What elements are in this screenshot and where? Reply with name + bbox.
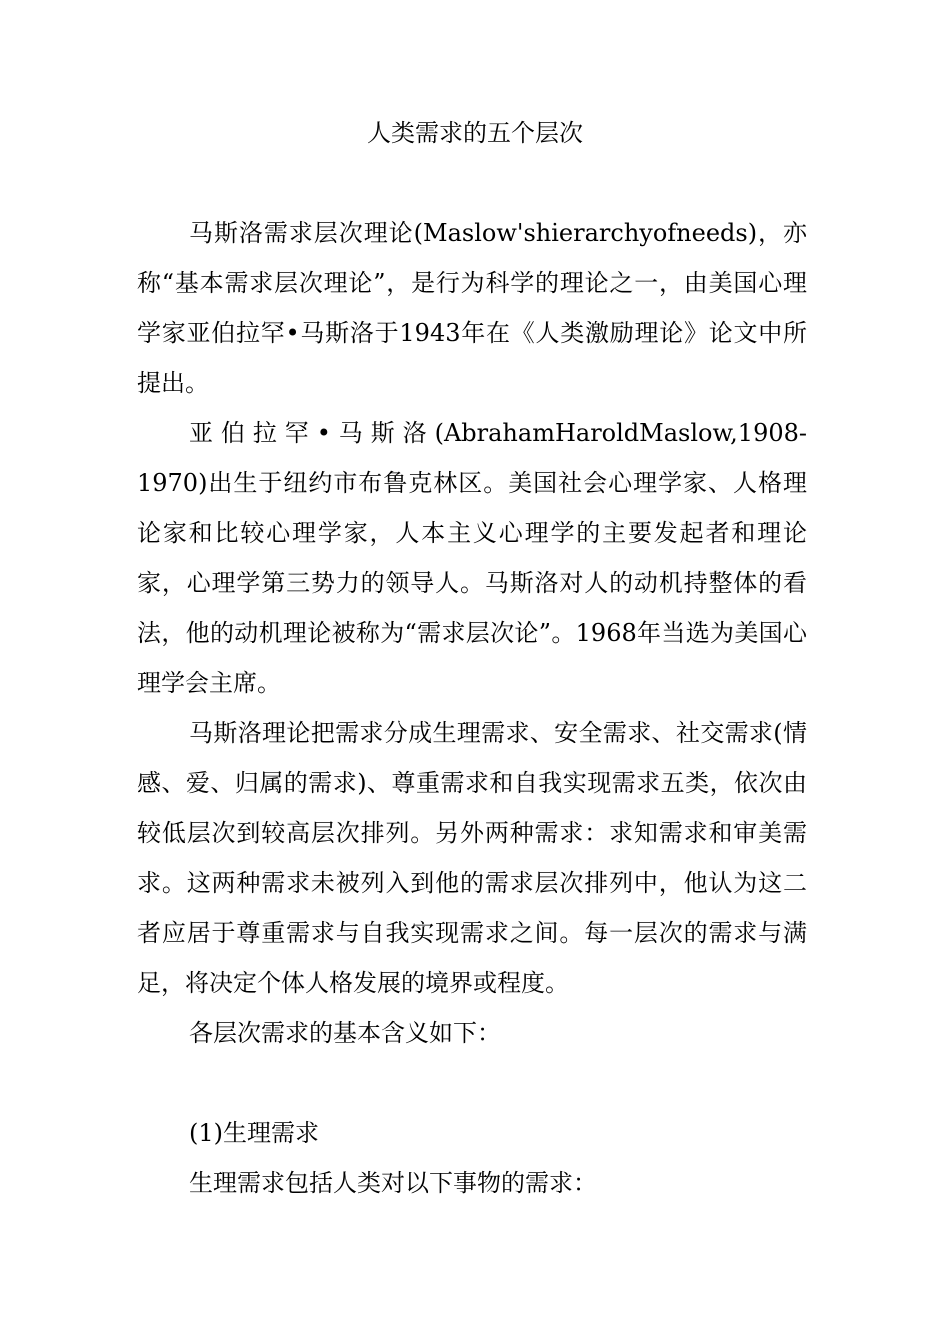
document-title: 人类需求的五个层次 [367,119,583,147]
paragraph-4: 各层次需求的基本含义如下： [189,1019,501,1047]
paragraph-3: 马斯洛理论把需求分成生理需求、安全需求、社交需求(情感、爱、归属的需求)、尊重需求和自我实现需求五类，依次由较低层次到较高层次排列。另外两种需求：求知需求和审美需求。这两种需求未被列入到他的需求层次排列中，他认为这二者应居于尊重需求与自我实现需求之间。每一层次的需求与满足，将决定个体人格发展的境界或程度。 [137,719,807,997]
paragraph-1: 马斯洛需求层次理论(Maslow'shierarchyofneeds)，亦称“基本需求层次理论”，是行为科学的理论之一，由美国心理学家亚伯拉罕•马斯洛于1943年在《人类激励理论》论文中所提出。 [137,219,807,397]
section-paragraph: 生理需求包括人类对以下事物的需求： [189,1169,597,1197]
paragraph-2: 亚伯拉罕•马斯洛(AbrahamHaroldMaslow,1908-1970)出生于纽约市布鲁克林区。美国社会心理学家、人格理论家和比较心理学家，人本主义心理学的主要发起者和理论家，心理学第三势力的领导人。马斯洛对人的动机持整体的看法，他的动机理论被称为“需求层次论”。1968年当选为美国心理学会主席。 [137,419,807,697]
document-body [137,208,807,1208]
section-heading: (1)生理需求 [189,1119,319,1147]
blank-line [137,1058,807,1108]
